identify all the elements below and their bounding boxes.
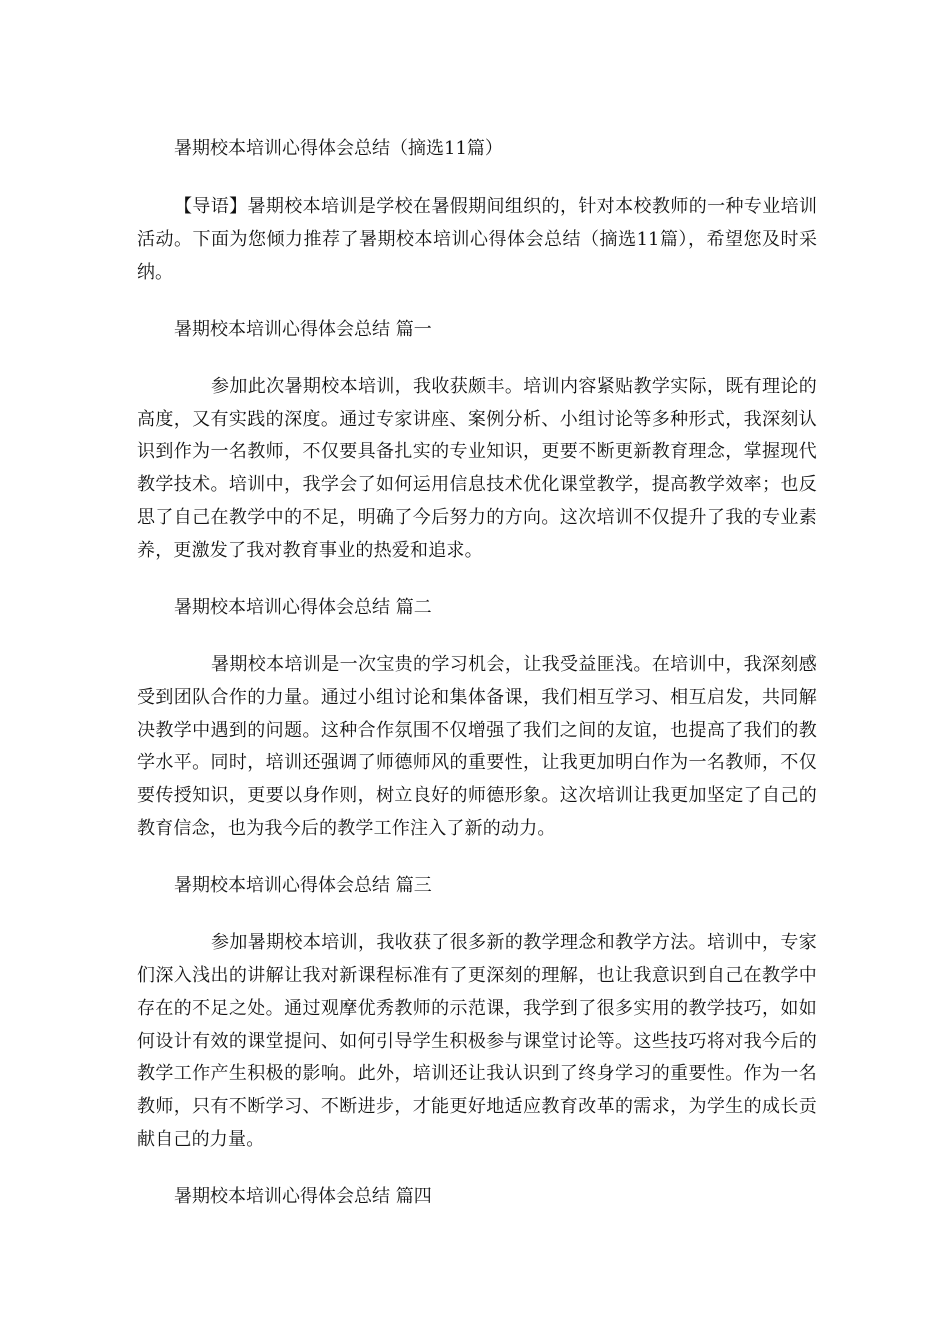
section-heading-4: 暑期校本培训心得体会总结 篇四: [174, 1186, 432, 1208]
document-content: [137, 134, 817, 1238]
section-heading-2: 暑期校本培训心得体会总结 篇二: [174, 597, 432, 619]
section-heading-3: 暑期校本培训心得体会总结 篇三: [174, 875, 432, 897]
section-body-2: 暑期校本培训是一次宝贵的学习机会，让我受益匪浅。在培训中，我深刻感受到团队合作的力量。通过小组讨论和集体备课，我们相互学习、相互启发，共同解决教学中遇到的问题。这种合作氛围不仅增强了我们之间的友谊，也提高了我们的教学水平。同时，培训还强调了师德师风的重要性，让我更加明白作为一名教师，不仅要传授知识，更要以身作则，树立良好的师德形象。这次培训让我更加坚定了自己的教育信念，也为我今后的教学工作注入了新的动力。: [137, 654, 817, 839]
section-body-3: 参加暑期校本培训，我收获了很多新的教学理念和教学方法。培训中，专家们深入浅出的讲解让我对新课程标准有了更深刻的理解，也让我意识到自己在教学中存在的不足之处。通过观摩优秀教师的示范课，我学到了很多实用的教学技巧，如如何设计有效的课堂提问、如何引导学生积极参与课堂讨论等。这些技巧将对我今后的教学工作产生积极的影响。此外，培训还让我认识到了终身学习的重要性。作为一名教师，只有不断学习、不断进步，才能更好地适应教育改革的需求，为学生的成长贡献自己的力量。: [137, 932, 817, 1150]
document-title: 暑期校本培训心得体会总结（摘选11篇）: [174, 138, 503, 159]
intro-paragraph: 【导语】暑期校本培训是学校在暑假期间组织的，针对本校教师的一种专业培训活动。下面为您倾力推荐了暑期校本培训心得体会总结（摘选11篇），希望您及时采纳。: [137, 196, 817, 283]
section-body-1: 参加此次暑期校本培训，我收获颇丰。培训内容紧贴教学实际，既有理论的高度，又有实践的深度。通过专家讲座、案例分析、小组讨论等多种形式，我深刻认识到作为一名教师，不仅要具备扎实的专业知识，更要不断更新教育理念，掌握现代教学技术。培训中，我学会了如何运用信息技术优化课堂教学，提高教学效率；也反思了自己在教学中的不足，明确了今后努力的方向。这次培训不仅提升了我的专业素养，更激发了我对教育事业的热爱和追求。: [137, 376, 817, 561]
section-heading-1: 暑期校本培训心得体会总结 篇一: [174, 319, 432, 340]
